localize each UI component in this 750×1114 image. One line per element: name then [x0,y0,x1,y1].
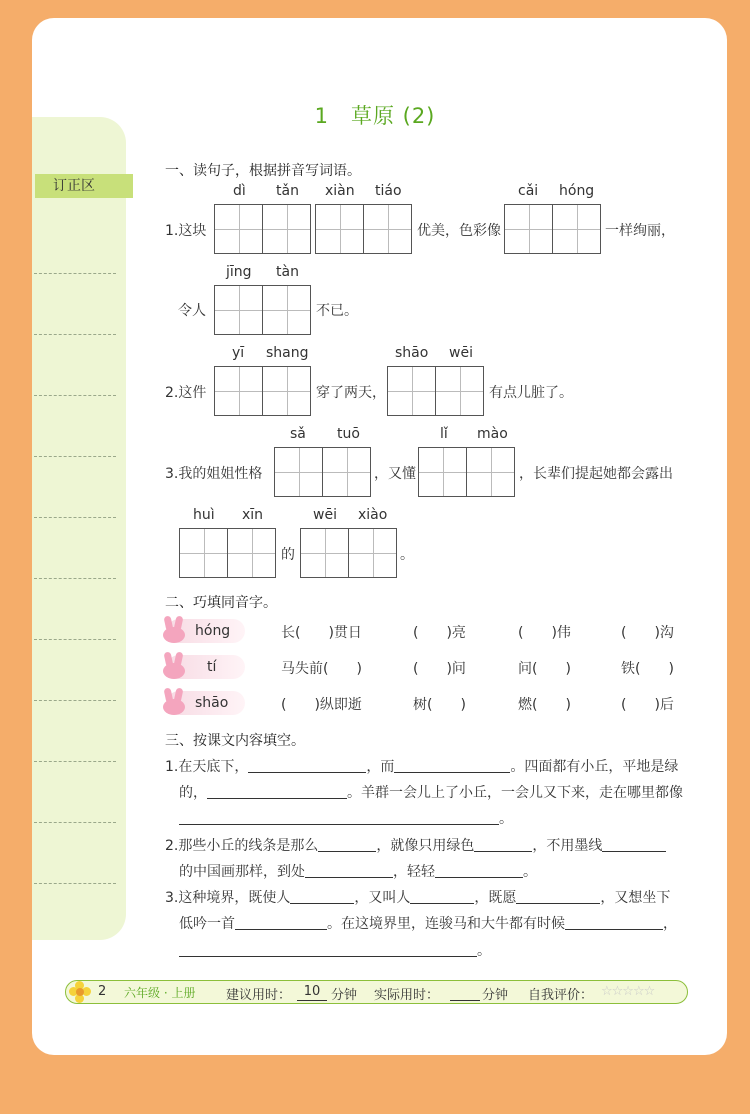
pinyin: xīn [242,507,264,523]
pinyin: shāo [395,345,429,361]
answer-blank[interactable] [207,785,347,799]
correction-line [34,395,116,396]
flower-icon [69,981,91,1003]
text: 。在这境界里，连骏马和大牛都有时候 [327,916,565,932]
fill-blank[interactable]: ( )问 [413,661,466,677]
pinyin: tàn [276,264,299,280]
pinyin-tag: hóng [167,619,245,643]
correction-line [34,700,116,701]
rating-stars[interactable]: ☆☆☆☆☆ [601,984,655,999]
text-line [179,940,491,960]
rabbit-icon [161,652,187,680]
actual-time-unit: 分钟 [482,988,509,1003]
pinyin: cǎi [518,183,539,199]
pinyin: huì [193,507,215,523]
writing-grid-caihong[interactable] [504,204,601,254]
answer-blank[interactable] [602,838,666,852]
correction-line [34,578,116,579]
answer-blank[interactable] [305,864,393,878]
text: 1.在天底下， [165,759,249,775]
text: ，就像只用绿色 [376,838,475,854]
pinyin: jīng [226,264,252,280]
writing-grid-ditan[interactable] [214,204,311,254]
text-line [179,808,513,828]
pinyin: tǎn [276,183,299,199]
correction-label: 订正区 [35,174,133,198]
suggest-time-label: 建议用时： [226,988,292,1003]
rabbit-icon [161,616,187,644]
pinyin: sǎ [290,426,306,442]
section1-heading: 一、读句子，根据拼音写词语。 [165,163,361,179]
text: 。 [477,943,491,959]
text: ，不用墨线 [532,838,603,854]
answer-blank[interactable] [248,759,366,773]
sentence-text: ，又懂 [374,466,416,482]
fill-blank[interactable]: 马失前( ) [281,661,362,677]
section3-heading: 三、按课文内容填空。 [165,733,305,749]
pinyin: yī [232,345,245,361]
sentence-text: 2.这件 [165,385,207,401]
answer-blank[interactable] [179,943,477,957]
actual-time-blank[interactable] [450,984,480,1001]
pinyin: wēi [313,507,337,523]
correction-column [32,117,126,940]
fill-blank[interactable]: ( )亮 [413,625,466,641]
fill-blank[interactable]: 长( )贯日 [281,625,362,641]
sentence-text: 一样绚丽， [605,223,675,239]
page-title: 1 草原 (2) [314,104,436,128]
suggest-time-unit: 分钟 [331,988,358,1003]
fill-blank[interactable]: ( )纵即逝 [281,697,362,713]
writing-grid-satuo[interactable] [274,447,371,497]
text: ，既愿 [474,890,517,906]
writing-grid-shaowei[interactable] [387,366,484,416]
pinyin: xiàn [325,183,355,199]
text: 的， [179,785,207,801]
pinyin: tuō [337,426,360,442]
pinyin: tiáo [375,183,402,199]
pinyin: lǐ [440,426,448,442]
suggest-time-value: 10 [297,984,327,1001]
sentence-text: 穿了两天， [316,385,386,401]
answer-blank[interactable] [394,759,510,773]
answer-blank[interactable] [318,838,376,852]
answer-blank[interactable] [290,890,354,904]
self-eval-label: 自我评价： [528,988,594,1003]
writing-grid-jingtan[interactable] [214,285,311,335]
rabbit-icon [161,688,187,716]
pinyin: xiào [358,507,388,523]
writing-grid-limao[interactable] [418,447,515,497]
text: 的中国画那样，到处 [179,864,305,880]
answer-blank[interactable] [235,916,327,930]
fill-blank[interactable]: 树( ) [413,697,466,713]
fill-blank[interactable]: 问( ) [518,661,571,677]
pinyin-tag: tí [167,655,245,679]
text-line [165,887,670,907]
correction-line [34,639,116,640]
sentence-text: 有点儿脏了。 [489,385,573,401]
text: 。 [499,811,513,827]
sentence-text: 1.这块 [165,223,207,239]
correction-line [34,822,116,823]
sentence-text: 不已。 [316,303,358,319]
writing-grid-huixin[interactable] [179,528,276,578]
pinyin: mào [477,426,508,442]
answer-blank[interactable] [516,890,600,904]
text-line [179,861,537,881]
text: 2.那些小丘的线条是那么 [165,838,319,854]
correction-line [34,334,116,335]
text: 。羊群一会儿上了小丘，一会儿又下来，走在哪里都像 [347,785,683,801]
fill-blank[interactable]: ( )后 [621,697,674,713]
fill-blank[interactable]: 铁( ) [621,661,674,677]
sentence-text: 优美，色彩像 [417,223,501,239]
pinyin: wēi [449,345,473,361]
section2-heading: 二、巧填同音字。 [165,595,277,611]
pinyin: dì [233,183,246,199]
correction-line [34,883,116,884]
answer-blank[interactable] [565,916,663,930]
sentence-text: 3.我的姐姐性格 [165,466,263,482]
correction-line [34,456,116,457]
fill-blank[interactable]: ( )伟 [518,625,571,641]
text-line [165,835,666,855]
writing-grid-weixiao[interactable] [300,528,397,578]
answer-blank[interactable] [410,890,474,904]
text-line [165,756,678,776]
text-line [179,913,677,933]
text: 。四面都有小丘，平地是绿 [510,759,679,775]
text: ，轻轻 [393,864,435,880]
text: 。 [523,864,537,880]
text: ，而 [366,759,395,775]
fill-blank[interactable]: ( )沟 [621,625,674,641]
text: ，又想坐下 [600,890,671,906]
sentence-text: 。 [400,547,414,563]
fill-blank[interactable]: 燃( ) [518,697,571,713]
pinyin-tag: shāo [167,691,245,715]
answer-blank[interactable] [179,811,499,825]
sentence-text: 的 [281,547,295,563]
correction-line [34,273,116,274]
text: ，又叫人 [354,890,411,906]
answer-blank[interactable] [474,838,532,852]
text-line [179,782,683,802]
correction-line [34,761,116,762]
sentence-text: ，长辈们提起她都会露出 [519,466,673,482]
page-number: 2 [98,984,107,999]
text: 低吟一首 [179,916,235,932]
answer-blank[interactable] [435,864,523,878]
sentence-text: 令人 [178,303,206,319]
writing-grid-yishang[interactable] [214,366,311,416]
pinyin: hóng [559,183,595,199]
text: ， [663,916,677,932]
text: 3.这种境界，既使人 [165,890,291,906]
correction-line [34,517,116,518]
actual-time-label: 实际用时： [374,988,440,1003]
writing-grid-xiantiao[interactable] [315,204,412,254]
pinyin: shang [266,345,309,361]
grade-label: 六年级 · 上册 [124,986,196,1000]
